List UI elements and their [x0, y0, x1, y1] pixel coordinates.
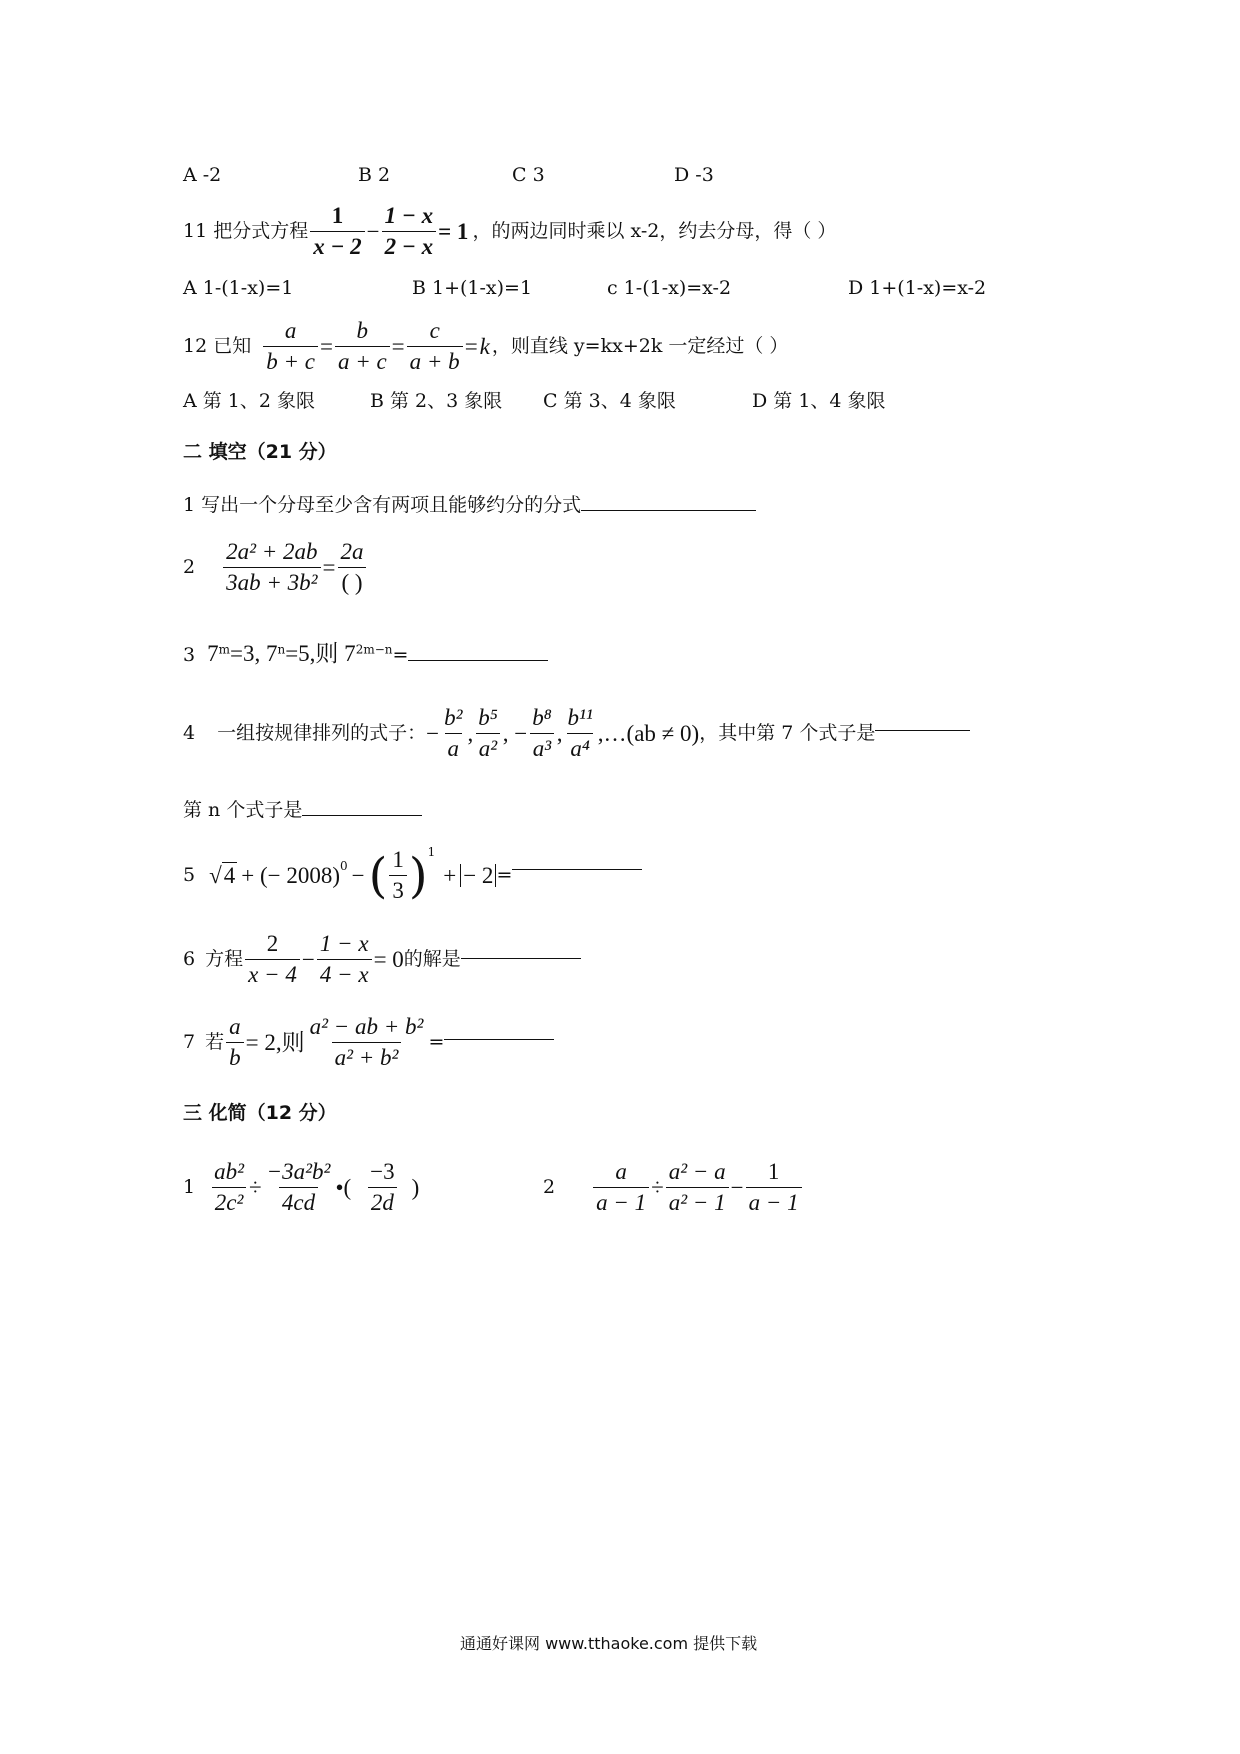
fill-7-end: =	[428, 1031, 445, 1054]
simplify-1-fraction-2	[264, 1160, 334, 1215]
fill-4-t4-den: a⁴	[567, 733, 593, 761]
simplify-1-div: ÷	[249, 1175, 262, 1201]
fill-3-label: 3	[183, 644, 196, 666]
simplify-1-f3-num: −3	[370, 1159, 395, 1184]
fill-6-f1-den: x − 4	[245, 959, 300, 987]
q12-f1-den: b + c	[263, 346, 318, 374]
simplify-2-f2-den: a² − 1	[666, 1187, 729, 1215]
simplify-1	[183, 1160, 419, 1215]
simplify-1-label: 1	[183, 1176, 196, 1199]
fill-5: 5 √4 + (− 2008) 0 − ( $\frac{1}{3}$ ) 1 + − 2 =	[183, 848, 642, 903]
simplify-2	[543, 1160, 804, 1215]
fill-5-paren-open: (	[368, 847, 388, 904]
fill-4-t3-den: a³	[530, 733, 554, 761]
fill-4-t4-num: b¹¹	[567, 705, 593, 730]
fill-6-f1-num: 2	[266, 931, 279, 956]
fill-7	[183, 1015, 554, 1070]
fill-4-label: 4	[183, 722, 196, 745]
q11-minus: −	[366, 219, 380, 245]
q12-eq-1: =	[319, 334, 333, 360]
q10-option-d: D -3	[674, 164, 714, 186]
fill-7-f1-num: a	[229, 1014, 241, 1039]
simplify-2-f1-den: a − 1	[593, 1187, 649, 1215]
fill-5-paren-close: )	[408, 847, 428, 904]
fill-4-t2-den: a²	[476, 733, 500, 761]
fill-5-plus: +	[443, 863, 457, 889]
simplify-1-f1-den: 2c²	[212, 1187, 247, 1215]
question-12	[183, 319, 788, 374]
fill-6	[183, 932, 581, 987]
q10-option-c: C 3	[512, 164, 545, 186]
simplify-2-div: ÷	[651, 1175, 664, 1201]
fill-2-rhs-den[interactable]: ( )	[338, 567, 365, 595]
simplify-2-f3-den: a − 1	[746, 1187, 802, 1215]
page-footer: 通通好课网 www.tthaoke.com 提供下载	[460, 1634, 758, 1653]
fill-6-f2-den: 4 − x	[317, 959, 372, 987]
fill-2-lhs-den: 3ab + 3b²	[223, 567, 320, 595]
fill-5-minus: −	[351, 863, 365, 889]
q11-option-c: c 1-(1-x)=x-2	[607, 277, 732, 299]
simplify-1-fraction-3	[367, 1160, 397, 1215]
fill-4-line2-text: 第 n 个式子是	[183, 799, 303, 821]
simplify-1-f3-den: 2d	[368, 1187, 397, 1215]
fill-4-term-4	[564, 706, 595, 761]
fill-5-part-2: + (− 2008)	[241, 863, 340, 889]
q12-f3-den: a + b	[407, 346, 463, 374]
fill-4	[183, 706, 970, 761]
simplify-2-f3-num: 1	[767, 1159, 780, 1184]
fill-3-mid-1: =3, 7	[229, 641, 278, 666]
simplify-1-f1-num: ab²	[214, 1159, 244, 1184]
simplify-2-fraction-1	[593, 1160, 649, 1215]
fill-5-sqrt: √4	[209, 863, 236, 889]
simplify-2-f1-num: a	[615, 1159, 627, 1184]
q12-f2-num: b	[356, 318, 369, 343]
fill-6-label: 6	[183, 948, 196, 971]
fill-2-eq: =	[322, 555, 336, 581]
simplify-2-label: 2	[543, 1176, 556, 1199]
fill-5-frac-den: 3	[389, 875, 407, 903]
q11-stem-prefix: 11 把分式方程	[183, 220, 309, 243]
fill-3-exp-3: 2m−n	[355, 642, 393, 657]
fill-6-eq: = 0	[373, 947, 404, 973]
q11-option-b: B 1+(1-x)=1	[412, 277, 533, 299]
fill-4-suffix: ，其中第 7 个式子是	[699, 722, 876, 745]
fill-4-t1-den: a	[445, 733, 463, 761]
fill-7-text: 若	[205, 1031, 225, 1054]
fill-5-blank[interactable]	[512, 851, 642, 870]
simplify-2-fraction-3	[746, 1160, 802, 1215]
fill-2-rhs	[338, 540, 367, 595]
fill-4-comma-2: , −	[502, 721, 528, 747]
fill-4-t2-num: b⁵	[478, 705, 498, 730]
fill-3-exp-2: n	[277, 642, 286, 657]
fill-4-comma-1: ,	[467, 721, 474, 747]
fill-7-f2-num: a² − ab + b²	[309, 1014, 424, 1039]
question-11	[183, 204, 836, 259]
fill-3-mid-2: =5,则 7	[285, 641, 356, 666]
q12-option-a: A 第 1、2 象限	[183, 390, 316, 412]
fill-4-text: 一组按规律排列的式子：	[217, 722, 427, 745]
q11-fraction-2	[382, 204, 436, 259]
simplify-1-f2-num: −3a²b²	[266, 1159, 331, 1184]
fill-5-fraction	[389, 848, 407, 903]
fill-3-end: =	[392, 644, 409, 666]
q12-option-c: C 第 3、4 象限	[543, 390, 676, 412]
q12-f2-den: a + c	[335, 346, 390, 374]
q11-f1-den: x − 2	[310, 231, 364, 259]
fill-6-minus: −	[301, 947, 315, 973]
fill-6-suffix: 的解是	[403, 948, 461, 971]
q12-stem-prefix: 12 已知	[183, 335, 252, 358]
fill-7-f1-den: b	[226, 1042, 244, 1070]
fill-5-label: 5	[183, 864, 196, 887]
fill-5-end: =	[496, 864, 513, 887]
q11-f2-den: 2 − x	[382, 231, 436, 259]
fill-7-mid: = 2,则	[245, 1030, 305, 1056]
fill-7-fraction-1	[226, 1015, 244, 1070]
fill-4-t1-num: b²	[444, 705, 463, 730]
simplify-2-f2-num: a² − a	[668, 1159, 726, 1184]
fill-2-label: 2	[183, 556, 196, 579]
fill-4-tail: ,…(ab ≠ 0)	[597, 721, 700, 747]
fill-2-lhs	[223, 540, 320, 595]
fill-5-abs: − 2	[460, 864, 496, 887]
q11-f2-num: 1 − x	[384, 203, 434, 228]
fill-2	[183, 540, 369, 595]
q11-option-a: A 1-(1-x)=1	[183, 277, 294, 299]
q11-stem-suffix: ，的两边同时乘以 x-2，约去分母，得（ ）	[472, 220, 837, 243]
section-3-heading: 三 化简（12 分）	[183, 1102, 337, 1124]
fill-4-blank-1[interactable]	[875, 712, 970, 731]
fill-6-fraction-2	[317, 932, 372, 987]
q12-option-d: D 第 1、4 象限	[752, 390, 886, 412]
fill-6-text: 方程	[205, 948, 244, 971]
fill-1-blank[interactable]	[581, 492, 756, 511]
fill-7-fraction-2	[307, 1015, 427, 1070]
simplify-2-fraction-2	[666, 1160, 729, 1215]
q12-f3-num: c	[429, 318, 440, 343]
q10-option-a: A -2	[183, 164, 222, 186]
q11-f1-num: 1	[331, 203, 344, 228]
q11-rhs: = 1	[438, 219, 469, 245]
q12-option-b: B 第 2、3 象限	[370, 390, 503, 412]
simplify-1-f2-den: 4cd	[279, 1187, 318, 1215]
fill-1	[183, 492, 756, 515]
simplify-1-close: )	[411, 1175, 420, 1201]
simplify-1-fraction-1	[211, 1160, 247, 1215]
fill-3-blank[interactable]	[408, 642, 548, 661]
fill-4-term-1	[441, 706, 465, 761]
simplify-2-minus: −	[730, 1175, 744, 1201]
q12-fraction-2	[335, 319, 390, 374]
fill-4-line-2	[183, 797, 422, 820]
fill-6-blank[interactable]	[461, 940, 581, 959]
section-2-heading: 二 填空（21 分）	[183, 441, 337, 463]
q12-fraction-1	[263, 319, 318, 374]
fill-7-blank[interactable]	[444, 1021, 554, 1040]
fill-7-f2-den: a² + b²	[332, 1042, 402, 1070]
fill-3-base-1: 7	[207, 641, 219, 666]
q10-option-b: B 2	[358, 164, 391, 186]
q11-fraction-1	[310, 204, 364, 259]
q12-eq-3: =	[464, 334, 478, 360]
fill-3	[183, 642, 548, 665]
fill-6-f2-num: 1 − x	[319, 931, 369, 956]
fill-4-blank-2[interactable]	[302, 797, 422, 816]
simplify-1-dot: •(	[335, 1175, 352, 1201]
fill-1-text: 1 写出一个分母至少含有两项且能够约分的分式	[183, 494, 582, 516]
q11-option-d: D 1+(1-x)=x-2	[848, 277, 987, 299]
fill-4-comma-3: ,	[556, 721, 563, 747]
q12-eq-2: =	[391, 334, 405, 360]
fill-4-term-2	[475, 706, 501, 761]
q12-fraction-3	[407, 319, 463, 374]
fill-2-lhs-num: 2a² + 2ab	[226, 539, 318, 564]
fill-5-frac-num: 1	[392, 847, 404, 872]
q12-f1-num: a	[284, 318, 297, 343]
fill-2-rhs-num: 2a	[340, 539, 364, 564]
fill-7-label: 7	[183, 1031, 196, 1054]
q12-stem-suffix: ，则直线 y=kx+2k 一定经过（ ）	[491, 335, 789, 358]
fill-4-term-3	[529, 706, 555, 761]
fill-5-radicand: 4	[223, 863, 236, 889]
fill-4-neg-1: −	[426, 721, 440, 747]
fill-6-fraction-1	[245, 932, 300, 987]
fill-3-exp-1: m	[218, 642, 230, 657]
fill-4-t3-num: b⁸	[532, 705, 552, 730]
q12-k: k	[479, 334, 490, 360]
